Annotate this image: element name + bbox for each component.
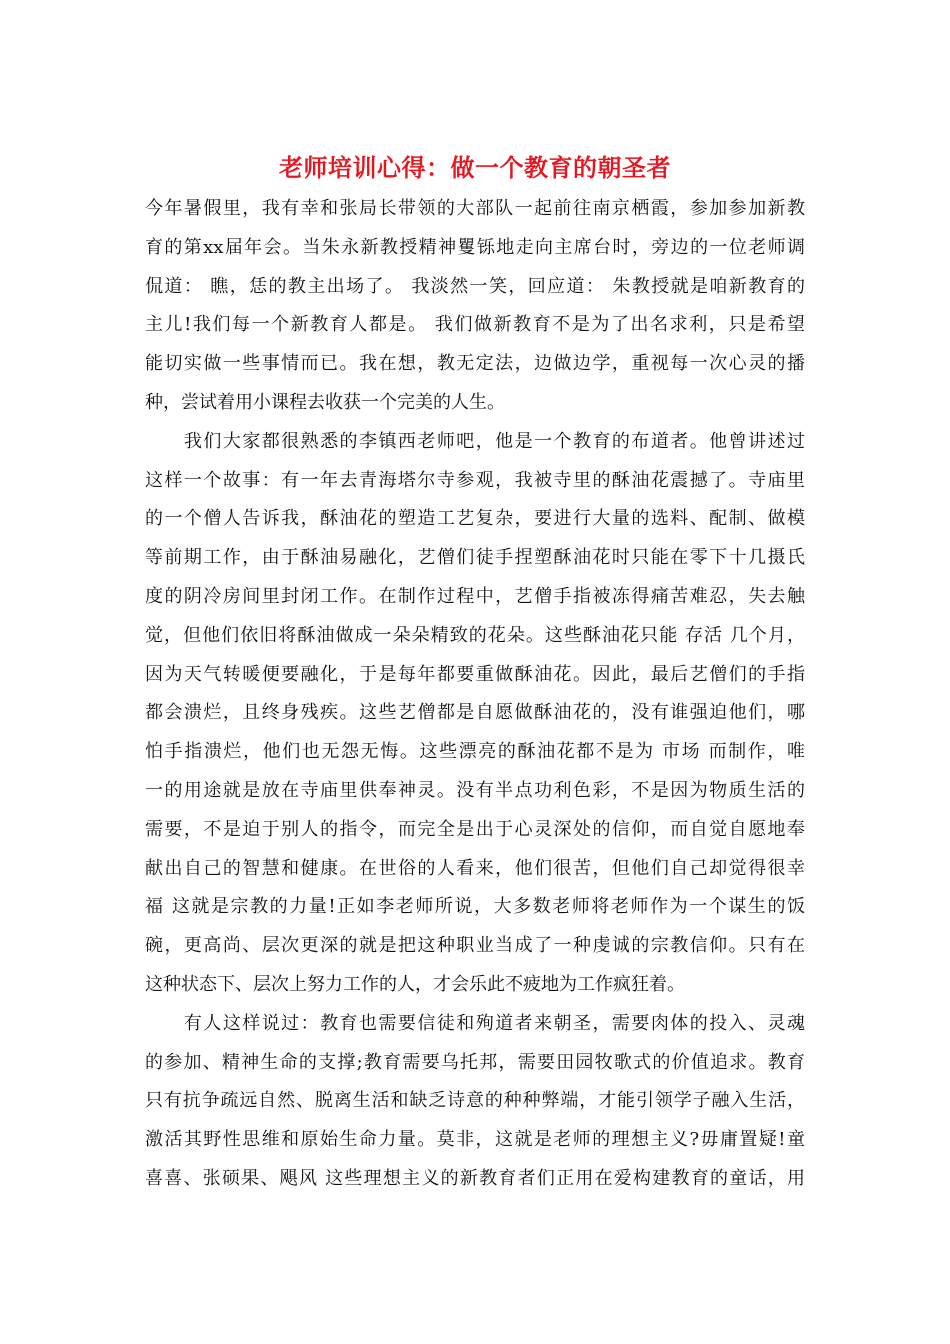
- text-line: 福 这就是宗教的力量!正如李老师所说，大多数老师将老师作为一个谋生的饭: [145, 896, 805, 918]
- text-line: 育的第xx届年会。当朱永新教授精神矍铄地走向主席台时，旁边的一位老师调: [145, 236, 805, 258]
- text-line: 主儿!我们每一个新教育人都是。 我们做新教育不是为了出名求利，只是希望: [145, 314, 805, 336]
- text-line: 喜喜、张硕果、飓风 这些理想主义的新教育者们正用在爱构建教育的童话，用: [145, 1167, 805, 1189]
- text-line: 等前期工作，由于酥油易融化，艺僧们徒手捏塑酥油花时只能在零下十几摄氏: [145, 547, 805, 569]
- text-line: 的参加、精神生命的支撑;教育需要乌托邦，需要田园牧歌式的价值追求。教育: [145, 1051, 805, 1073]
- text-line: 能切实做一些事情而已。我在想，教无定法，边做边学，重视每一次心灵的播: [145, 353, 805, 375]
- document-body: [145, 190, 805, 1199]
- document-title: 老师培训心得：做一个教育的朝圣者: [279, 153, 671, 182]
- text-line: 这样一个故事：有一年去青海塔尔寺参观，我被寺里的酥油花震撼了。寺庙里: [145, 469, 805, 491]
- text-line: 激活其野性思维和原始生命力量。莫非，这就是老师的理想主义?毋庸置疑!童: [145, 1129, 805, 1151]
- text-line: 有人这样说过：教育也需要信徒和殉道者来朝圣，需要肉体的投入、灵魂: [145, 1012, 805, 1034]
- text-line: 需要，不是迫于别人的指令，而完全是出于心灵深处的信仰，而自觉自愿地奉: [145, 818, 805, 840]
- text-line: 种，尝试着用小课程去收获一个完美的人生。: [145, 391, 505, 413]
- text-line: 怕手指溃烂，他们也无怨无悔。这些漂亮的酥油花都不是为 市场 而制作，唯: [145, 741, 805, 763]
- text-line: 献出自己的智慧和健康。在世俗的人看来，他们很苦，但他们自己却觉得很幸: [145, 857, 805, 879]
- text-line: 的一个僧人告诉我，酥油花的塑造工艺复杂，要进行大量的选料、配制、做模: [145, 508, 805, 530]
- text-line: 度的阴冷房间里封闭工作。在制作过程中，艺僧手指被冻得痛苦难忍，失去触: [145, 585, 805, 607]
- text-line: 碗，更高尚、层次更深的就是把这种职业当成了一种虔诚的宗教信仰。只有在: [145, 935, 805, 957]
- text-line: 侃道： 瞧，恁的教主出场了。 我淡然一笑，回应道： 朱教授就是咱新教育的: [145, 275, 805, 297]
- text-line: 这种状态下、层次上努力工作的人，才会乐此不疲地为工作疯狂着。: [145, 973, 685, 995]
- text-line: 今年暑假里，我有幸和张局长带领的大部队一起前往南京栖霞，参加参加新教: [145, 198, 805, 219]
- text-line: 都会溃烂，且终身残疾。这些艺僧都是自愿做酥油花的，没有谁强迫他们，哪: [145, 702, 805, 724]
- text-line: 觉，但他们依旧将酥油做成一朵朵精致的花朵。这些酥油花只能 存活 几个月，: [145, 624, 805, 646]
- text-line: 我们大家都很熟悉的李镇西老师吧，他是一个教育的布道者。他曾讲述过: [145, 430, 805, 452]
- text-line: 一的用途就是放在寺庙里供奉神灵。没有半点功利色彩，不是因为物质生活的: [145, 779, 805, 801]
- text-line: 因为天气转暖便要融化，于是每年都要重做酥油花。因此，最后艺僧们的手指: [145, 663, 805, 685]
- text-line: 只有抗争疏远自然、脱离生活和缺乏诗意的种种弊端，才能引领学子融入生活，: [145, 1090, 805, 1112]
